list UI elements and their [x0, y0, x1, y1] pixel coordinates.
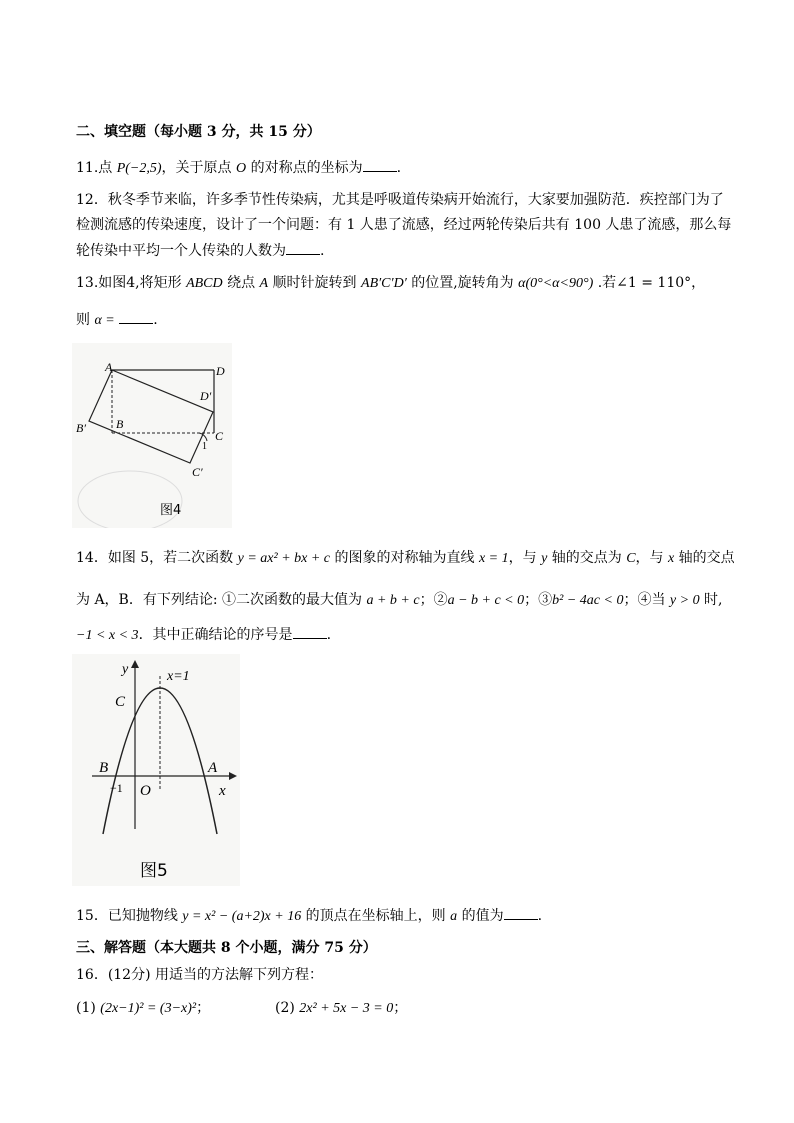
q16-part2-label: (2) — [275, 1000, 300, 1016]
answer-blank[interactable] — [286, 240, 320, 255]
q12-line3-text: 轮传染中平均一个人传染的人数为 — [76, 243, 286, 259]
q11-suffix: 的对称点的坐标为 — [246, 160, 363, 176]
label-B-prime: B′ — [76, 421, 86, 435]
q13-text: 的位置,旋转角为 — [406, 275, 519, 291]
label-O: O — [140, 783, 151, 799]
label-x: x — [219, 783, 226, 799]
q14-conclusion-1: a + b + c — [366, 593, 420, 608]
q15-var-a: a — [450, 909, 458, 924]
q14-text: ；② — [419, 592, 448, 608]
label-D-prime: D′ — [200, 389, 212, 403]
q12-end: . — [320, 243, 325, 259]
q14-text: 轴的交点为 — [547, 550, 627, 566]
q11-origin: O — [236, 161, 247, 176]
q15-func: y = x² − (a+2)x + 16 — [182, 909, 302, 924]
q16-part1-label: (1) — [76, 1000, 101, 1016]
q14-text: 的图象的对称轴为直线 — [330, 550, 479, 566]
figure-4-caption: 图4 — [160, 503, 182, 518]
q14-text: ．其中正确结论的序号是 — [138, 627, 293, 643]
q11-prefix: 11.点 — [76, 160, 117, 176]
label-y: y — [122, 662, 129, 677]
question-12-line2: 检测流感的传染速度，设计了一个问题：有 1 人患了流感，经过两轮传染后共有 100 人患了流感，那么每 — [76, 217, 732, 233]
label-D: D — [216, 364, 225, 378]
q11-point: P(−2,5) — [116, 161, 162, 176]
figure-4-background — [72, 343, 232, 528]
question-12-line1: 12．秋冬季节来临，许多季节性传染病，尤其是呼吸道传染病开始流行，大家要加强防范．疾控部门为了 — [76, 192, 724, 208]
question-15 — [76, 905, 542, 927]
q13-alpha-eq: α = — [94, 313, 115, 328]
q13-rect: ABCD — [186, 276, 223, 291]
label-angle-1: 1 — [202, 441, 207, 452]
question-16-intro: 16．(12分) 用适当的方法解下列方程： — [76, 967, 324, 983]
q15-end: . — [537, 908, 543, 924]
q14-point-C: C — [626, 551, 636, 566]
question-11 — [76, 157, 401, 179]
q14-var-y: y — [541, 551, 548, 566]
q16-part2-equation: 2x² + 5x − 3 = 0 — [299, 1001, 394, 1016]
question-16-parts — [76, 998, 407, 1019]
figure-5 — [72, 654, 240, 886]
q13-alpha-range: α(0°<α<90°) — [518, 276, 594, 291]
q13-text: .若∠1 = 110°， — [593, 275, 706, 291]
q13-text: 绕点 — [222, 275, 260, 291]
question-14-line3 — [76, 624, 331, 646]
q13-rect2: AB′C′D′ — [361, 276, 407, 291]
label-minus-1: −1 — [110, 781, 123, 795]
q13-point: A — [259, 276, 269, 291]
q14-text: 为 A，B．有下列结论: ①二次函数的最大值为 — [76, 592, 367, 608]
label-C: C — [115, 694, 126, 710]
answer-blank[interactable] — [504, 905, 538, 920]
q14-var-x: x — [667, 551, 675, 566]
q14-text: ；④当 — [623, 592, 670, 608]
question-13-line2 — [76, 309, 158, 331]
q13-text: 顺时针旋转到 — [268, 275, 362, 291]
q14-text: ，与 — [635, 550, 668, 566]
q14-text: 轴的交点 — [674, 550, 735, 566]
q11-end: . — [396, 160, 402, 176]
figure-4 — [72, 343, 232, 528]
answer-blank[interactable] — [363, 157, 397, 172]
label-B: B — [99, 760, 109, 776]
q14-text: ，与 — [508, 550, 542, 566]
q15-text: 的顶点在坐标轴上，则 — [301, 908, 451, 924]
question-14-line2 — [76, 590, 722, 611]
label-C-prime: C′ — [192, 465, 203, 479]
q14-func: y = ax² + bx + c — [237, 551, 331, 566]
section-heading-fill-in: 二、填空题（每小题 3 分，共 15 分） — [76, 124, 321, 140]
q11-mid: ，关于原点 — [161, 160, 236, 176]
section-heading-solutions: 三、解答题（本大题共 8 个小题，满分 75 分） — [76, 940, 377, 956]
label-B: B — [116, 417, 124, 431]
q14-conclusion-3: b² − 4ac < 0 — [552, 593, 624, 608]
q13-text: 则 — [76, 312, 95, 328]
q16-part1-end: ； — [196, 1000, 211, 1016]
q13-end: . — [153, 312, 158, 328]
q15-text: 的值为 — [457, 908, 504, 924]
answer-blank[interactable] — [293, 624, 327, 639]
q14-text: 14．如图 5，若二次函数 — [76, 550, 238, 566]
q14-conclusion-2: a − b + c < 0 — [447, 593, 525, 608]
q14-end: . — [326, 627, 332, 643]
question-14-line1 — [76, 548, 735, 569]
q14-text: ；③ — [524, 592, 553, 608]
label-A: A — [208, 760, 218, 776]
q14-text: 时, — [699, 592, 723, 608]
q16-part1-equation: (2x−1)² = (3−x)² — [100, 1001, 197, 1016]
q14-conclusion-4: y > 0 — [669, 593, 700, 608]
q14-range: −1 < x < 3 — [76, 628, 139, 643]
question-13-line1 — [76, 273, 705, 294]
label-C: C — [215, 429, 224, 443]
q14-axis: x = 1 — [478, 551, 509, 566]
answer-blank[interactable] — [119, 309, 153, 324]
q16-part2-end: ； — [393, 1000, 408, 1016]
question-12-line3 — [76, 240, 324, 261]
label-x-equals-1: x=1 — [167, 669, 190, 684]
label-A: A — [105, 360, 113, 374]
q13-text: 13.如图4,将矩形 — [76, 275, 187, 291]
figure-5-caption: 图5 — [140, 861, 168, 881]
q15-text: 15．已知抛物线 — [76, 908, 183, 924]
